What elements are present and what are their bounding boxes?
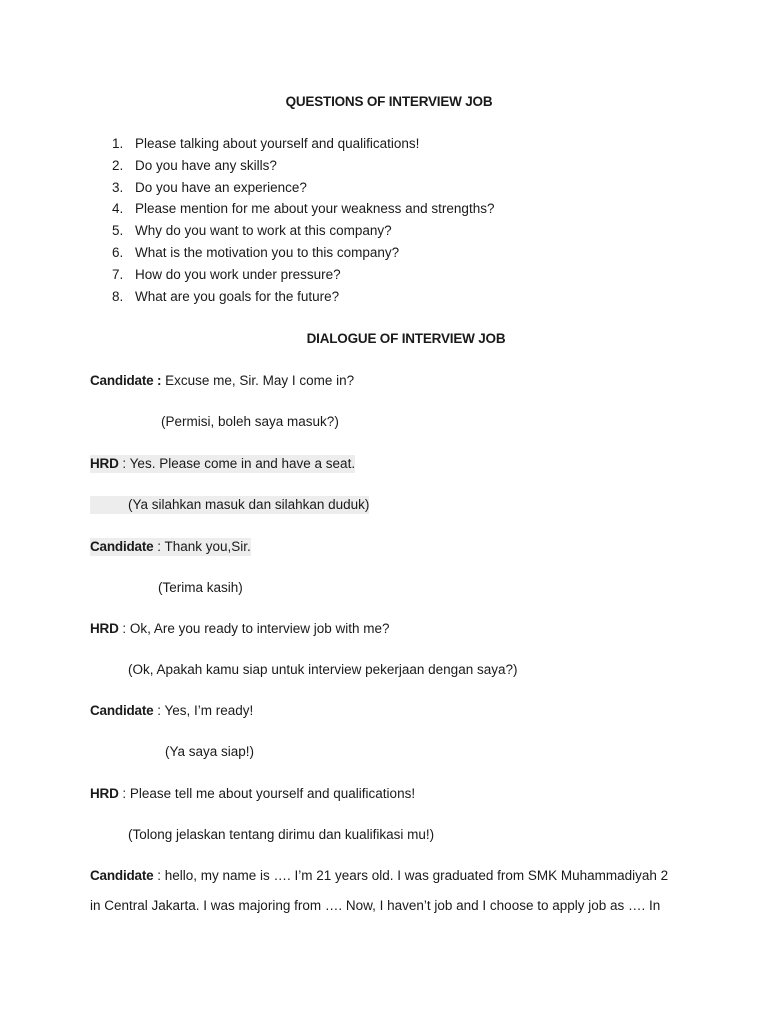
dialogue-line <box>90 455 355 473</box>
speaker-label: Candidate <box>90 868 154 883</box>
list-item <box>112 244 494 266</box>
list-item <box>112 288 494 310</box>
dialogue-line <box>90 620 390 638</box>
question-text: Please talking about yourself and qualifications! <box>135 136 420 151</box>
dialogue-line <box>90 538 251 556</box>
list-number: 6. <box>112 244 124 260</box>
question-text: How do you work under pressure? <box>135 266 341 282</box>
dialogue-text: : Yes, I’m ready! <box>153 703 254 718</box>
shading-indent <box>90 496 128 514</box>
dialogue-line <box>90 702 253 720</box>
questions-title: QUESTIONS OF INTERVIEW JOB <box>285 94 493 109</box>
dialogue-translation: (Ya saya siap!) <box>165 744 255 759</box>
question-text: Do you have an experience? <box>135 179 307 195</box>
question-text: What are you goals for the future? <box>135 288 340 304</box>
list-item <box>112 266 494 288</box>
dialogue-translation: (Terima kasih) <box>158 580 243 595</box>
speaker-label: Candidate <box>90 703 154 718</box>
list-number: 7. <box>112 266 124 282</box>
question-text: Why do you want to work at this company? <box>135 223 392 239</box>
list-number: 2. <box>112 157 124 173</box>
list-number: 8. <box>112 288 124 304</box>
list-number: 4. <box>112 201 124 217</box>
question-text: What is the motivation you to this company? <box>135 244 400 260</box>
speaker-label: Candidate <box>90 539 154 554</box>
list-item <box>112 157 494 179</box>
speaker-label: Candidate : <box>90 373 162 388</box>
speaker-label: HRD <box>90 786 119 801</box>
dialogue-line <box>90 867 668 885</box>
list-item <box>112 200 494 222</box>
dialogue-text: : Thank you,Sir. <box>153 539 251 554</box>
list-item <box>112 179 494 201</box>
question-text: Please mention for me about your weakness and strengths? <box>135 201 495 217</box>
dialogue-translation: (Ya silahkan masuk dan silahkan duduk) <box>128 497 370 512</box>
list-item <box>112 222 494 244</box>
list-number: 3. <box>112 179 124 195</box>
speaker-label: HRD <box>90 621 119 636</box>
dialogue-line <box>90 785 415 803</box>
dialogue-continuation: in Central Jakarta. I was majoring from …. Now, I haven’t job and I choose to apply job as …. In <box>90 898 661 913</box>
dialogue-translation: (Ok, Apakah kamu siap untuk interview pekerjaan dengan saya?) <box>128 662 518 677</box>
dialogue-text: : hello, my name is …. I’m 21 years old. I was graduated from SMK Muhammadiyah 2 <box>153 868 669 883</box>
dialogue-text: Excuse me, Sir. May I come in? <box>161 373 355 388</box>
dialogue-title: DIALOGUE OF INTERVIEW JOB <box>306 331 506 346</box>
dialogue-translation: (Tolong jelaskan tentang dirimu dan kualifikasi mu!) <box>128 827 435 842</box>
list-item <box>112 135 494 157</box>
dialogue-translation: (Permisi, boleh saya masuk?) <box>161 414 339 429</box>
list-number: 1. <box>112 136 124 151</box>
dialogue-line <box>90 372 354 390</box>
list-number: 5. <box>112 223 124 239</box>
dialogue-text: : Yes. Please come in and have a seat. <box>118 456 356 471</box>
dialogue-text: : Ok, Are you ready to interview job with me? <box>118 621 390 636</box>
dialogue-text: : Please tell me about yourself and qualifications! <box>118 786 416 801</box>
questions-list <box>112 135 494 309</box>
speaker-label: HRD <box>90 456 119 471</box>
question-text: Do you have any skills? <box>135 157 277 173</box>
